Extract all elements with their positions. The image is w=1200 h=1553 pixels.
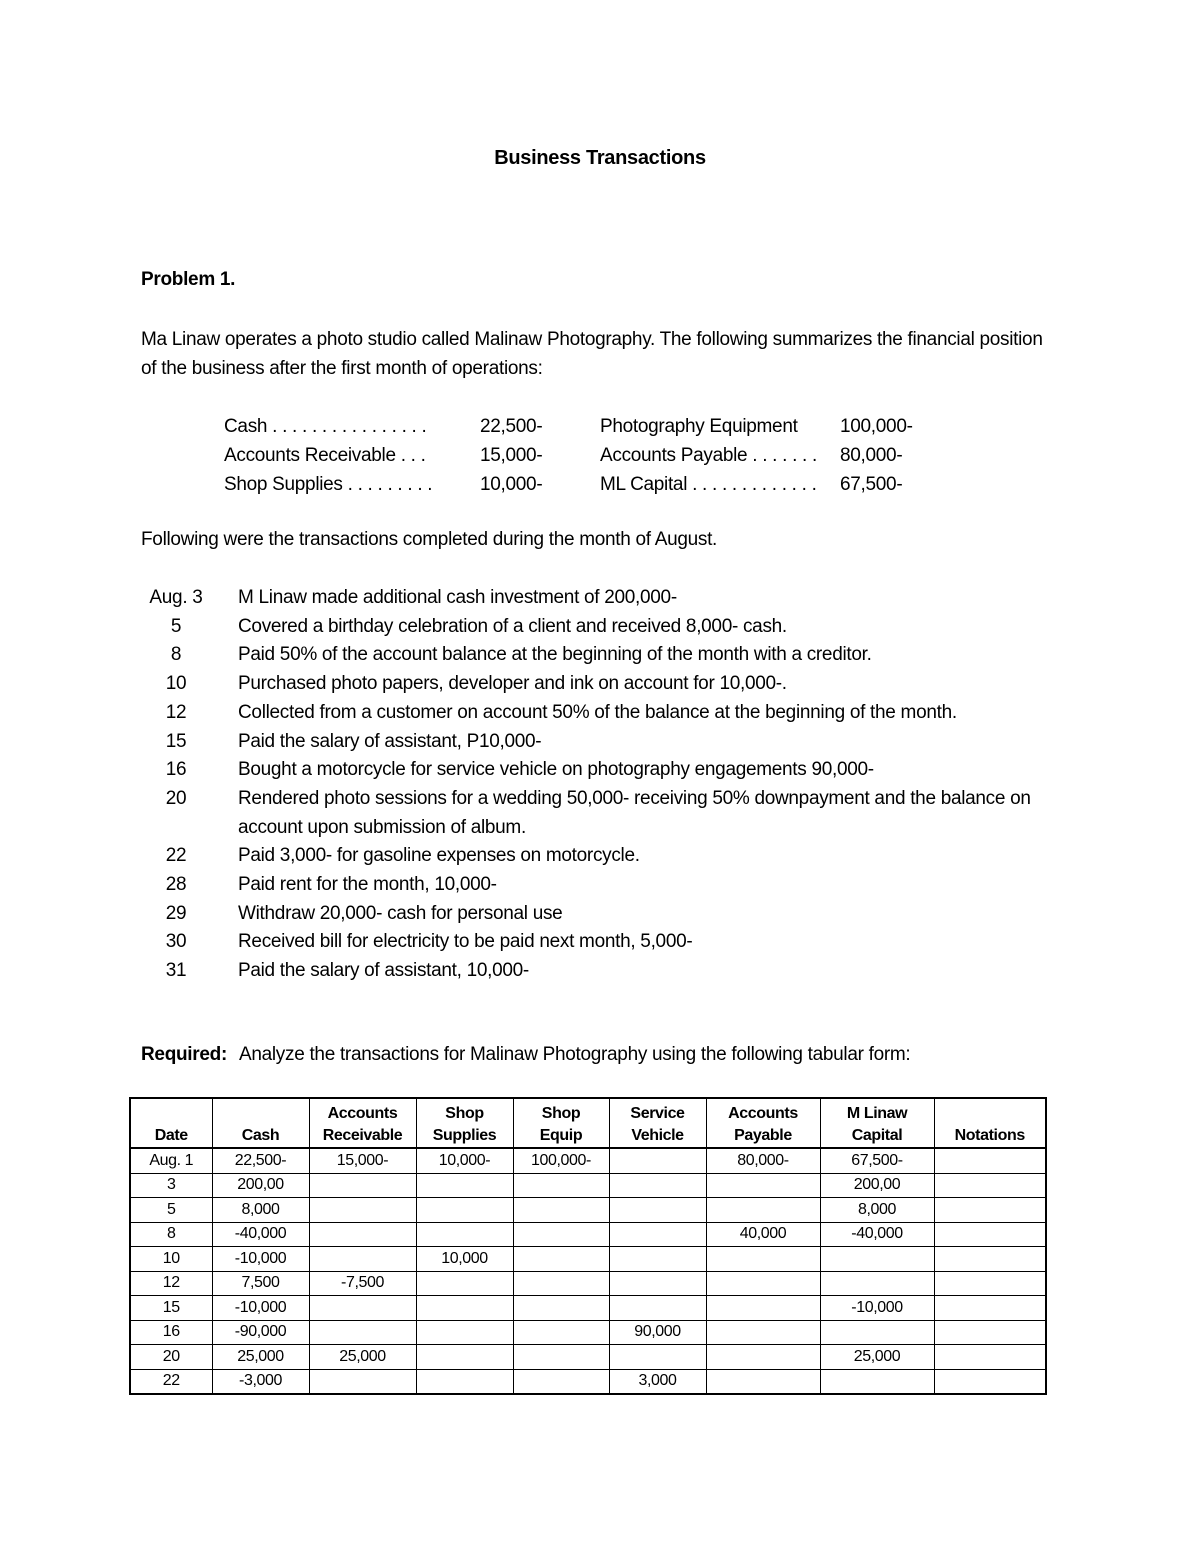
column-header-line1: Service	[630, 1105, 685, 1122]
table-cell	[513, 1296, 609, 1321]
table-cell: -40,000	[820, 1222, 934, 1247]
balance-label: Shop Supplies . . . . . . . . .	[224, 474, 433, 495]
table-cell: 10	[130, 1247, 212, 1272]
table-cell	[609, 1271, 706, 1296]
table-cell	[609, 1345, 706, 1370]
table-cell: 100,000-	[513, 1148, 609, 1173]
table-cell	[513, 1320, 609, 1345]
transaction-date: Aug. 3	[149, 587, 203, 608]
table-cell	[820, 1320, 934, 1345]
transaction-description: Paid 3,000- for gasoline expenses on motorcycle.	[238, 845, 640, 867]
transaction-description: Covered a birthday celebration of a client and received 8,000- cash.	[238, 615, 787, 637]
table-cell: 7,500	[212, 1271, 309, 1296]
column-header-line1: Shop	[445, 1105, 484, 1122]
column-header-line2: Receivable	[322, 1127, 403, 1144]
column-header-line2: Payable	[734, 1127, 792, 1144]
transaction-date: 30	[165, 931, 187, 953]
table-cell	[513, 1247, 609, 1272]
table-cell	[513, 1369, 609, 1394]
table-cell	[609, 1247, 706, 1272]
table-cell: -10,000	[212, 1296, 309, 1321]
column-header-line1	[131, 1103, 212, 1125]
required-text: Analyze the transactions for Malinaw Photography using the following tabular form:	[238, 1044, 911, 1065]
table-cell	[416, 1271, 513, 1296]
table-cell: 8	[130, 1222, 212, 1247]
table-cell: 25,000	[212, 1345, 309, 1370]
table-cell	[309, 1173, 416, 1198]
table-cell	[416, 1369, 513, 1394]
column-header-line2: Vehicle	[631, 1127, 684, 1144]
transaction-date: 10	[165, 673, 187, 695]
table-cell: 5	[130, 1198, 212, 1223]
balance-row	[224, 441, 913, 470]
table-row	[130, 1345, 1046, 1370]
column-header-line1: Accounts	[327, 1105, 398, 1122]
table-cell	[309, 1247, 416, 1272]
transaction-item	[141, 785, 1061, 842]
tabular-form	[129, 1097, 1047, 1395]
balance-label: ML Capital . . . . . . . . . . . . .	[600, 474, 817, 495]
column-header	[212, 1098, 309, 1148]
table-cell	[934, 1148, 1046, 1173]
table-row	[130, 1222, 1046, 1247]
balance-label: Cash . . . . . . . . . . . . . . . .	[224, 416, 427, 437]
balance-amount: 15,000-	[480, 445, 543, 466]
column-header-line2: Equip	[539, 1127, 583, 1144]
transaction-date: 12	[165, 701, 187, 723]
table-cell	[706, 1173, 820, 1198]
problem-heading: Problem 1.	[141, 269, 236, 290]
table-cell: 20	[130, 1345, 212, 1370]
table-cell	[820, 1247, 934, 1272]
transaction-date: 20	[165, 787, 187, 809]
table-cell: 3,000	[609, 1369, 706, 1394]
table-cell	[513, 1198, 609, 1223]
table-row	[130, 1369, 1046, 1394]
transaction-description: Rendered photo sessions for a wedding 50,000- receiving 50% downpayment and the balance on account upon submission of album.	[238, 787, 1031, 838]
table-cell: 80,000-	[706, 1148, 820, 1173]
table-cell	[934, 1173, 1046, 1198]
transaction-date: 15	[165, 730, 187, 752]
table-cell	[416, 1222, 513, 1247]
transaction-date: 5	[170, 615, 182, 637]
transaction-date: 22	[165, 845, 187, 867]
table-cell: -3,000	[212, 1369, 309, 1394]
table-cell	[820, 1369, 934, 1394]
table-cell: 22	[130, 1369, 212, 1394]
following-text: Following were the transactions completed during the month of August.	[141, 529, 718, 550]
table-row	[130, 1148, 1046, 1173]
table-cell	[934, 1369, 1046, 1394]
table-cell: Aug. 1	[130, 1148, 212, 1173]
table-cell: 8,000	[212, 1198, 309, 1223]
table-cell	[706, 1198, 820, 1223]
table-cell	[706, 1296, 820, 1321]
transaction-description: Purchased photo papers, developer and ink on account for 10,000-.	[238, 673, 787, 695]
column-header-line2: Supplies	[432, 1127, 497, 1144]
table-cell	[309, 1320, 416, 1345]
table-cell	[934, 1222, 1046, 1247]
table-cell	[706, 1271, 820, 1296]
balance-amount: 80,000-	[840, 445, 903, 466]
balance-amount: 67,500-	[840, 474, 903, 495]
transaction-description: Withdraw 20,000- cash for personal use	[238, 902, 563, 924]
table-cell: 22,500-	[212, 1148, 309, 1173]
balance-amount: 22,500-	[480, 416, 543, 437]
table-cell: 25,000	[309, 1345, 416, 1370]
table-cell	[934, 1345, 1046, 1370]
table-cell: -10,000	[820, 1296, 934, 1321]
column-header-line2: Capital	[851, 1127, 903, 1144]
table-cell: 10,000-	[416, 1148, 513, 1173]
table-cell	[416, 1345, 513, 1370]
transaction-item	[141, 613, 1061, 642]
table-cell: -7,500	[309, 1271, 416, 1296]
column-header	[416, 1098, 513, 1148]
transaction-item	[141, 871, 1061, 900]
table-cell	[706, 1369, 820, 1394]
table-cell	[416, 1173, 513, 1198]
table-cell: 25,000	[820, 1345, 934, 1370]
column-header	[309, 1098, 416, 1148]
table-cell: 16	[130, 1320, 212, 1345]
table-cell	[609, 1198, 706, 1223]
column-header-line2: Date	[154, 1127, 188, 1144]
table-row	[130, 1198, 1046, 1223]
column-header-line1: Accounts	[728, 1105, 798, 1122]
column-header	[706, 1098, 820, 1148]
column-header	[934, 1098, 1046, 1148]
table-cell	[706, 1345, 820, 1370]
column-header	[513, 1098, 609, 1148]
column-header-line1	[213, 1103, 309, 1125]
transaction-date: 16	[165, 759, 187, 781]
table-cell: -40,000	[212, 1222, 309, 1247]
table-cell	[934, 1271, 1046, 1296]
table-cell: 90,000	[609, 1320, 706, 1345]
balance-label: Photography Equipment	[600, 416, 798, 437]
table-cell: 15	[130, 1296, 212, 1321]
table-cell	[706, 1320, 820, 1345]
table-cell	[820, 1271, 934, 1296]
balance-amount: 10,000-	[480, 474, 543, 495]
table-row	[130, 1296, 1046, 1321]
transaction-description: Paid the salary of assistant, P10,000-	[238, 730, 542, 752]
table-cell	[416, 1296, 513, 1321]
table-cell: 10,000	[416, 1247, 513, 1272]
column-header-line1	[935, 1103, 1046, 1125]
table-cell	[934, 1247, 1046, 1272]
transaction-description: M Linaw made additional cash investment of 200,000-	[238, 587, 677, 608]
transaction-item	[141, 957, 1061, 986]
table-cell	[416, 1320, 513, 1345]
transaction-item	[141, 900, 1061, 929]
table-cell: 12	[130, 1271, 212, 1296]
transaction-date: 28	[165, 874, 187, 896]
table-cell	[309, 1369, 416, 1394]
table-cell	[706, 1247, 820, 1272]
table-cell: -10,000	[212, 1247, 309, 1272]
balance-amount: 100,000-	[840, 416, 913, 437]
table-cell	[309, 1296, 416, 1321]
balance-label: Accounts Payable . . . . . . .	[600, 445, 817, 466]
transaction-date: 29	[165, 902, 187, 924]
table-cell: 200,00	[820, 1173, 934, 1198]
intro-paragraph: Ma Linaw operates a photo studio called Malinaw Photography. The following summarizes the financial position of the business after the first month of operations:	[141, 329, 1043, 379]
table-header-row	[130, 1098, 1046, 1148]
table-cell	[609, 1148, 706, 1173]
table-cell: 67,500-	[820, 1148, 934, 1173]
column-header	[130, 1098, 212, 1148]
table-cell	[513, 1222, 609, 1247]
table-row	[130, 1320, 1046, 1345]
table-cell	[309, 1198, 416, 1223]
required-label: Required:	[141, 1044, 227, 1065]
transaction-item	[141, 670, 1061, 699]
transaction-item	[141, 641, 1061, 670]
table-row	[130, 1173, 1046, 1198]
table-cell: 15,000-	[309, 1148, 416, 1173]
table-cell	[609, 1173, 706, 1198]
balance-row	[224, 412, 913, 441]
column-header-line1: Shop	[541, 1105, 581, 1122]
table-cell	[934, 1320, 1046, 1345]
table-cell: -90,000	[212, 1320, 309, 1345]
table-cell	[513, 1173, 609, 1198]
transaction-description: Paid the salary of assistant, 10,000-	[238, 960, 529, 982]
table-cell	[934, 1296, 1046, 1321]
transaction-description: Received bill for electricity to be paid next month, 5,000-	[238, 931, 693, 953]
column-header-line1: M Linaw	[846, 1105, 908, 1122]
table-cell: 8,000	[820, 1198, 934, 1223]
table-row	[130, 1247, 1046, 1272]
table-row	[130, 1271, 1046, 1296]
transactions-list	[141, 584, 1061, 986]
document-title: Business Transactions	[494, 147, 706, 169]
transaction-item	[141, 756, 1061, 785]
column-header	[609, 1098, 706, 1148]
column-header-line2: Cash	[241, 1127, 280, 1144]
table-cell	[513, 1345, 609, 1370]
table-cell: 3	[130, 1173, 212, 1198]
transaction-date: 8	[170, 644, 182, 666]
column-header-line2: Notations	[954, 1127, 1025, 1144]
transaction-item	[141, 728, 1061, 757]
balance-label: Accounts Receivable . . .	[224, 445, 426, 466]
table-cell	[934, 1198, 1046, 1223]
transaction-description: Paid 50% of the account balance at the beginning of the month with a creditor.	[238, 644, 872, 666]
transaction-item	[141, 928, 1061, 957]
table-cell	[609, 1222, 706, 1247]
table-cell: 40,000	[706, 1222, 820, 1247]
table-cell	[609, 1296, 706, 1321]
table-cell	[309, 1222, 416, 1247]
transaction-description: Collected from a customer on account 50% of the balance at the beginning of the month.	[238, 701, 957, 723]
table-cell	[416, 1198, 513, 1223]
column-header	[820, 1098, 934, 1148]
transaction-item	[141, 842, 1061, 871]
balance-row	[224, 470, 913, 499]
transaction-item	[141, 699, 1061, 728]
transaction-item	[141, 584, 1061, 613]
table-cell: 200,00	[212, 1173, 309, 1198]
transaction-description: Bought a motorcycle for service vehicle on photography engagements 90,000-	[238, 759, 874, 781]
transaction-date: 31	[165, 960, 187, 982]
balances-list	[224, 412, 913, 499]
transaction-description: Paid rent for the month, 10,000-	[238, 874, 497, 896]
required-line	[141, 1044, 910, 1066]
table-cell	[513, 1271, 609, 1296]
